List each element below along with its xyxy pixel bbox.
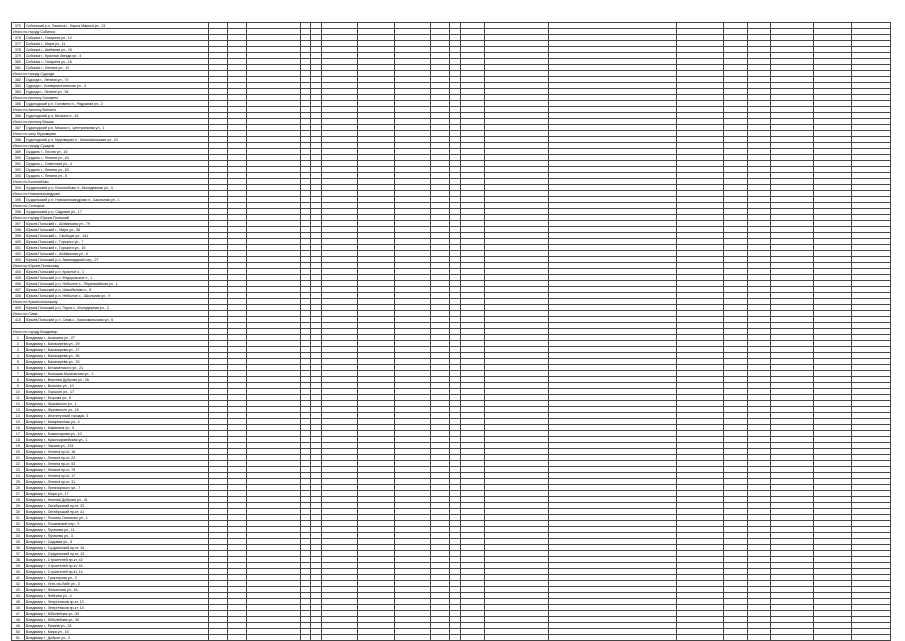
row-number: 383 (12, 83, 25, 89)
row-number: 48 (12, 617, 25, 623)
row-number: 405 (12, 275, 25, 281)
address-cell: Судогодский р-н, Головино п., Радужная ул., 2 (24, 101, 208, 107)
address-cell: Суздаль г., Гоголя ул., 15 (24, 149, 208, 155)
address-cell: Владимир г., Садовая ул., 6 (24, 539, 208, 545)
address-cell: Владимир г., Балакирева ул., 29 (24, 341, 208, 347)
address-cell: Владимир г., Балакирева ул., 35 (24, 353, 208, 359)
address-cell: Судогодский р-н, Мошок п., Центральная ул., 1 (24, 125, 208, 131)
address-cell: Владимир г., Пугачева ул., 3 (24, 533, 208, 539)
subtotal-label: Итого по городу Судогда (12, 71, 209, 77)
table-cell (394, 635, 430, 641)
address-cell: Владимир г., Казарменная ул., 4 (24, 419, 208, 425)
subtotal-label: Итого по селу Муромцево (12, 131, 209, 137)
row-number: 28 (12, 497, 25, 503)
address-cell: Владимир г., Нижняя Дуброва ул., 41 (24, 497, 208, 503)
row-number: 24 (12, 473, 25, 479)
table-cell (300, 635, 311, 641)
address-cell: Владимир г., Строителей пр-кт, 44 (24, 563, 208, 569)
address-cell: Судогда г., Ленина ул., 70 (24, 77, 208, 83)
row-number: 389 (12, 149, 25, 155)
row-number: 6 (12, 365, 25, 371)
address-cell: Владимир г., Балакирева ул., 33 (24, 359, 208, 365)
address-cell: Владимир г., Строителей пр-кт, 42 (24, 557, 208, 563)
address-cell: Владимир г., Луначарского ул., 7 (24, 485, 208, 491)
row-number: 27 (12, 491, 25, 497)
address-cell: Владимир г., Фейгина ул., 4 (24, 593, 208, 599)
table-cell (247, 635, 300, 641)
row-number: 391 (12, 161, 25, 167)
row-number: 1 (12, 335, 25, 341)
row-number: 387 (12, 125, 25, 131)
address-cell: Юрьев-Польский р-н, Федоровское с., 1 (24, 275, 208, 281)
subtotal-label: Итого по городу Юрьев-Польский (12, 215, 209, 221)
address-cell: Владимир г., Балакирева ул., 27 (24, 347, 208, 353)
address-cell: Владимир г., Ленина пр-кт, 31 (24, 479, 208, 485)
subtotal-label: Итого по Селецкое (12, 203, 209, 209)
row-number: 23 (12, 467, 25, 473)
address-cell: Владимир г., Егорова ул., 6 (24, 395, 208, 401)
table-cell (852, 635, 891, 641)
address-cell: Владимир г., Верхняя Дуброва ул., 26 (24, 377, 208, 383)
address-cell: Владимир г., Мира ул., 15 (24, 629, 208, 635)
table-row (12, 635, 891, 641)
address-cell: Юрьев-Польский г., Мира ул., 36 (24, 227, 208, 233)
table-cell (771, 635, 814, 641)
row-number: 10 (12, 389, 25, 395)
address-cell: Суздаль г., Ленина ул., 63 (24, 167, 208, 173)
address-cell: Юрьев-Польский р-н, Небылое с., Первомайская ул., 1 (24, 281, 208, 287)
row-number: 2 (12, 341, 25, 347)
table-cell (227, 635, 246, 641)
row-number: 12 (12, 401, 25, 407)
address-cell: Владимир г., Ленина пр-кт, 17 (24, 473, 208, 479)
address-cell: Владимир г., Безыменского ул., 21 (24, 365, 208, 371)
address-cell: Владимир г., Суздальский пр-кт, 13 (24, 551, 208, 557)
row-number: 45 (12, 599, 25, 605)
address-cell: Судогодский р-н, Муромцево п., Комсомольская ул., 22 (24, 137, 208, 143)
row-number: 39 (12, 563, 25, 569)
address-cell: Юрьев-Польский г., Шибанкова ул., 6 (24, 251, 208, 257)
row-number: 46 (12, 605, 25, 611)
row-number: 7 (12, 371, 25, 377)
address-cell: Юрьев-Польский г., Горького ул., 7 (24, 239, 208, 245)
address-cell: Юрьев-Польский г., Горького ул., 15 (24, 245, 208, 251)
table-cell (208, 635, 227, 641)
address-cell: Владимир г., Ленина пр-кт, 75 (24, 467, 208, 473)
subtotal-label: Итого по городу Владимир (12, 329, 209, 335)
address-cell: Юрьев-Польский р-н, Авангардный пер., 27 (24, 257, 208, 263)
address-cell: Владимир г., Энергетиков пр-кт, 12 (24, 599, 208, 605)
subtotal-label: Итого по Боголюбово (12, 179, 209, 185)
address-cell: Владимир г., Жуковского ул., 15 (24, 407, 208, 413)
row-number: 31 (12, 515, 25, 521)
row-number: 13 (12, 407, 25, 413)
address-cell: Владимир г., Доброе ул., 2 (24, 635, 208, 641)
row-number: 14 (12, 413, 25, 419)
row-number: 16 (12, 425, 25, 431)
address-cell: Владимир г., Всполье ул., 10 (24, 383, 208, 389)
table-cell (724, 635, 748, 641)
subtotal-label: Итого по поселку Вяткино (12, 107, 209, 113)
row-number: 11 (12, 395, 25, 401)
address-cell: Судогда г., Ленина ул., 94 (24, 89, 208, 95)
address-cell: Юрьев-Польский р-н, Горки с., Молодежная ул., 2 (24, 305, 208, 311)
row-number: 19 (12, 443, 25, 449)
row-number: 50 (12, 629, 25, 635)
row-number: 41 (12, 575, 25, 581)
address-cell: Судогда г., Коммунистическая ул., 3 (24, 83, 208, 89)
address-cell: Владимир г., Фатьянова ул., 16 (24, 587, 208, 593)
address-cell: Владимир г., Юбилейная ул., 52 (24, 611, 208, 617)
subtotal-label: Итого по городу Суздаль (12, 143, 209, 149)
row-number: 398 (12, 227, 25, 233)
table-cell (747, 635, 771, 641)
row-number: 22 (12, 461, 25, 467)
subtotal-label: Итого по Сима (12, 311, 209, 317)
row-number: 379 (12, 53, 25, 59)
address-cell: Владимир г., Энергетиков пр-кт, 14 (24, 605, 208, 611)
table-cell (322, 635, 358, 641)
address-cell: Суздаль г., Ленина ул., 5 (24, 173, 208, 179)
row-number: 384 (12, 89, 25, 95)
row-number: 8 (12, 377, 25, 383)
address-cell: Суздаль г., Ленина ул., 64 (24, 155, 208, 161)
row-number: 42 (12, 581, 25, 587)
row-number: 17 (12, 431, 25, 437)
subtotal-label: Итого по Новоалександрово (12, 191, 209, 197)
row-number: 33 (12, 527, 25, 533)
row-number: 408 (12, 293, 25, 299)
address-cell: Владимир г., Полины Осипенко ул., 1 (24, 515, 208, 521)
row-number: 43 (12, 587, 25, 593)
row-number: 44 (12, 593, 25, 599)
address-cell: Собинский р-н, Лакинск г., Карла Маркса ул., 21 (24, 23, 208, 29)
row-number: 394 (12, 185, 25, 191)
address-cell: Суздальский р-н, Садовая ул., 17 (24, 209, 208, 215)
row-number: 40 (12, 569, 25, 575)
address-cell: Собинка г., Ленина ул., 12 (24, 65, 208, 71)
address-cell: Владимир г., Жуковского ул., 1 (24, 401, 208, 407)
row-number: 18 (12, 437, 25, 443)
address-cell: Собинка г., Гагарина ул., 16 (24, 59, 208, 65)
address-cell: Владимир г., Суздальский пр-кт, 15 (24, 545, 208, 551)
table-cell (358, 635, 394, 641)
row-number: 32 (12, 521, 25, 527)
address-cell: Собинка г., Гагарина ул., 12 (24, 35, 208, 41)
address-cell: Владимир г., Тракторная ул., 3 (24, 575, 208, 581)
row-number: 51 (12, 635, 25, 641)
row-number: 36 (12, 545, 25, 551)
table-cell (431, 635, 450, 641)
row-number: 401 (12, 245, 25, 251)
address-cell: Юрьев-Польский р-н, Красное с., 1 (24, 269, 208, 275)
address-cell: Собинка г., Красная Звезда ул., 4 (24, 53, 208, 59)
row-number: 21 (12, 455, 25, 461)
row-number: 390 (12, 155, 25, 161)
address-cell: Владимир г., Красноармейская ул., 1 (24, 437, 208, 443)
address-cell: Владимир г., Разина ул., 24 (24, 623, 208, 629)
table-cell (548, 635, 676, 641)
row-number: 395 (12, 197, 25, 203)
address-cell: Юрьев-Польский р-н, Сима с., Комсомольская ул., 6 (24, 317, 208, 323)
row-number: 392 (12, 167, 25, 173)
table-cell (461, 635, 485, 641)
address-cell: Владимир г., Ленина пр-кт, 53 (24, 461, 208, 467)
address-cell: Владимир г., Октябрьский пр-кт, 41 (24, 509, 208, 515)
address-cell: Владимир г., Усти-на-Лабе ул., 3 (24, 581, 208, 587)
address-cell: Владимир г., Почаевский пер., 9 (24, 521, 208, 527)
row-number: 396 (12, 209, 25, 215)
row-number: 402 (12, 251, 25, 257)
address-cell: Юрьев-Польский р-н, Шихобалово с., 8 (24, 287, 208, 293)
row-number: 49 (12, 623, 25, 629)
address-cell: Владимир г., Институтский городок, 3 (24, 413, 208, 419)
row-number: 404 (12, 269, 25, 275)
row-number: 397 (12, 221, 25, 227)
address-cell: Юрьев-Польский г., Шибанкова ул., 79 (24, 221, 208, 227)
address-cell: Владимир г., Горького ул., 17 (24, 389, 208, 395)
address-cell: Владимир г., Большая Московская ул., 1 (24, 371, 208, 377)
row-number: 410 (12, 317, 25, 323)
address-cell: Владимир г., Мира ул., 17 (24, 491, 208, 497)
address-cell: Владимир г., Октябрьский пр-кт, 33 (24, 503, 208, 509)
address-cell: Суздаль г., Советская ул., 4 (24, 161, 208, 167)
row-number: 34 (12, 533, 25, 539)
table-cell (484, 635, 548, 641)
table-cell (311, 635, 322, 641)
row-number: 29 (12, 503, 25, 509)
row-number: 47 (12, 611, 25, 617)
row-number: 407 (12, 287, 25, 293)
row-number: 382 (12, 77, 25, 83)
row-number: 393 (12, 173, 25, 179)
table-cell (676, 635, 723, 641)
address-cell: Владимир г., Строителей пр-кт, 14 (24, 569, 208, 575)
row-number: 9 (12, 383, 25, 389)
row-number: 30 (12, 509, 25, 515)
row-number: 377 (12, 41, 25, 47)
address-cell: Собинка г., Мира ул., 11 (24, 41, 208, 47)
row-number: 20 (12, 449, 25, 455)
address-cell: Юрьев-Польский р-н, Небылое с., Школьная ул., 9 (24, 293, 208, 299)
table-cell (813, 635, 851, 641)
address-cell: Судогодский р-н, Вяткино п., 44 (24, 113, 208, 119)
address-cell: Владимир г., Ленина пр-кт, 16 (24, 449, 208, 455)
row-number: 35 (12, 539, 25, 545)
row-number: 376 (12, 35, 25, 41)
housing-register-table (11, 22, 891, 641)
row-number: 26 (12, 485, 25, 491)
row-number: 380 (12, 59, 25, 65)
address-cell: Владимир г., Пугачева ул., 11 (24, 527, 208, 533)
row-number: 386 (12, 113, 25, 119)
table-cell (450, 635, 461, 641)
address-cell: Суздальский р-н, Новоалександрово п., Школьная ул., 1 (24, 197, 208, 203)
row-number: 388 (12, 137, 25, 143)
row-number: 381 (12, 65, 25, 71)
address-cell: Владимир г., Асаткина ул., 27 (24, 335, 208, 341)
row-number: 409 (12, 305, 25, 311)
row-number: 400 (12, 239, 25, 245)
subtotal-label: Итого по городу Собинка (12, 29, 209, 35)
address-cell: Суздальский р-н, Боголюбово п., Молодежная ул., 3 (24, 185, 208, 191)
address-cell: Владимир г., Юбилейная ул., 50 (24, 617, 208, 623)
row-number: 385 (12, 101, 25, 107)
subtotal-label: Итого по поселку Мошок (12, 119, 209, 125)
subtotal-label: Итого по поселку Головино (12, 95, 209, 101)
subtotal-label: Итого по Красносельскому (12, 299, 209, 305)
address-cell: Юрьев-Польский г., Свободы ул., 141 (24, 233, 208, 239)
row-number: 5 (12, 359, 25, 365)
row-number: 378 (12, 47, 25, 53)
address-cell: Собинка г., Шибаева ул., 10 (24, 47, 208, 53)
address-cell: Владимир г., Ленина пр-кт, 23 (24, 455, 208, 461)
subtotal-label: Итого по Юрьев-Польскому (12, 263, 209, 269)
address-cell: Владимир г., Лакина ул., 131 (24, 443, 208, 449)
row-number: 4 (12, 353, 25, 359)
address-cell: Владимир г., Каманина ул., 9 (24, 425, 208, 431)
row-number: 37 (12, 551, 25, 557)
row-number: 375 (12, 23, 25, 29)
row-number: 15 (12, 419, 25, 425)
row-number: 403 (12, 257, 25, 263)
row-number: 399 (12, 233, 25, 239)
row-number: 3 (12, 347, 25, 353)
row-number: 25 (12, 479, 25, 485)
row-number: 38 (12, 557, 25, 563)
row-number: 406 (12, 281, 25, 287)
address-cell: Владимир г., Комиссарова ул., 10 (24, 431, 208, 437)
